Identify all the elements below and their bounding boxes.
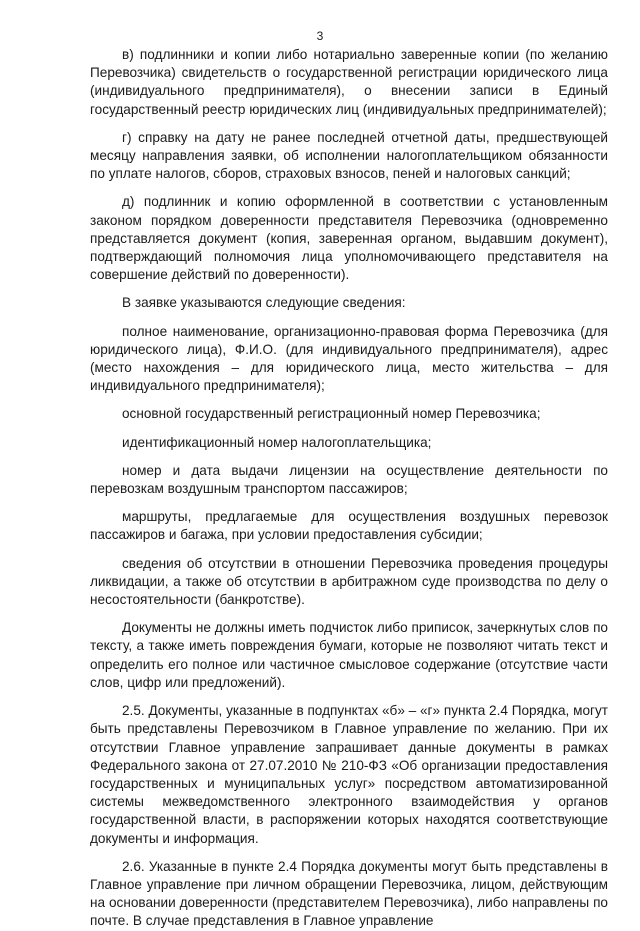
paragraph-document-requirements: Документы не должны иметь подчисток либо приписок, зачеркнутых слов по тексту, а также иметь повреждения бумаги, которые не позволяют читать текст и определить его полное или частичное смысловое содержание (отсутствие части слов, цифр или предложений). <box>90 620 608 690</box>
paragraph-full-name: полное наименование, организационно-правовая форма Перевозчика (для юридического лица), Ф.И.О. (для индивидуального предпринимателя), адрес (место нахождения – для юридического лица, место жительства – для индивидуального предпринимателя); <box>90 323 608 394</box>
paragraph-item-v: в) подлинники и копии либо нотариально заверенные копии (по желанию Перевозчика) свидетельств о государственной регистрации юридического лица (индивидуального предпринимателя), о внесении записи в Единый государственный реестр юридических лиц (индивидуальных предпринимателей); <box>90 47 608 117</box>
paragraph-liquidation: сведения об отсутствии в отношении Перевозчика проведения процедуры ликвидации, а также об отсутствии в арбитражном суде производства по делу о несостоятельности (банкротстве). <box>90 555 608 608</box>
page-number: 3 <box>316 29 324 43</box>
paragraph-item-g: г) справку на дату не ранее последней отчетной даты, предшествующей месяцу направления заявки, об исполнении налогоплательщиком обязанности по уплате налогов, сборов, страховых взносов, пеней и налоговых санкций; <box>90 129 608 182</box>
paragraph-license: номер и дата выдачи лицензии на осуществление деятельности по перевозкам воздушным транспортом пассажиров; <box>90 462 608 497</box>
paragraph-2-6: 2.6. Указанные в пункте 2.4 Порядка документы могут быть представлены в Главное управление при личном обращении Перевозчика, лицом, действующим на основании доверенности (представителем Перевозчика), либо направлены по почте. В случае представления в Главное управление <box>90 858 608 929</box>
paragraph-item-d: д) подлинник и копию оформленной в соответствии с установленным законом порядком доверенности представителя Перевозчика (одновременно представляется документ (копия, заверенная органом, выдавшим документ), подтверждающий полномочия лица уполномочивающего представителя на совершение действий по доверенности). <box>90 194 608 283</box>
paragraph-2-5: 2.5. Документы, указанные в подпунктах «б» – «г» пункта 2.4 Порядка, могут быть представлены Перевозчиком в Главное управление по желанию. При их отсутствии Главное управление запрашивает данные документы в рамках Федерального закона от 27.07.2010 № 210-ФЗ «Об организации предоставления государственных и муниципальных услуг» посредством автоматизированной системы межведомственного электронного взаимодействия у органов государственной власти, в распоряжении которых находятся соответствующие документы и информация. <box>90 703 608 846</box>
document-body <box>90 46 608 931</box>
paragraph-ogrn: основной государственный регистрационный номер Перевозчика; <box>122 406 541 422</box>
paragraph-routes: маршруты, предлагаемые для осуществления воздушных перевозок пассажиров и багажа, при условии предоставления субсидии; <box>90 509 608 543</box>
paragraph-inn: идентификационный номер налогоплательщика; <box>122 434 432 450</box>
paragraph-application-intro: В заявке указываются следующие сведения: <box>122 295 406 311</box>
